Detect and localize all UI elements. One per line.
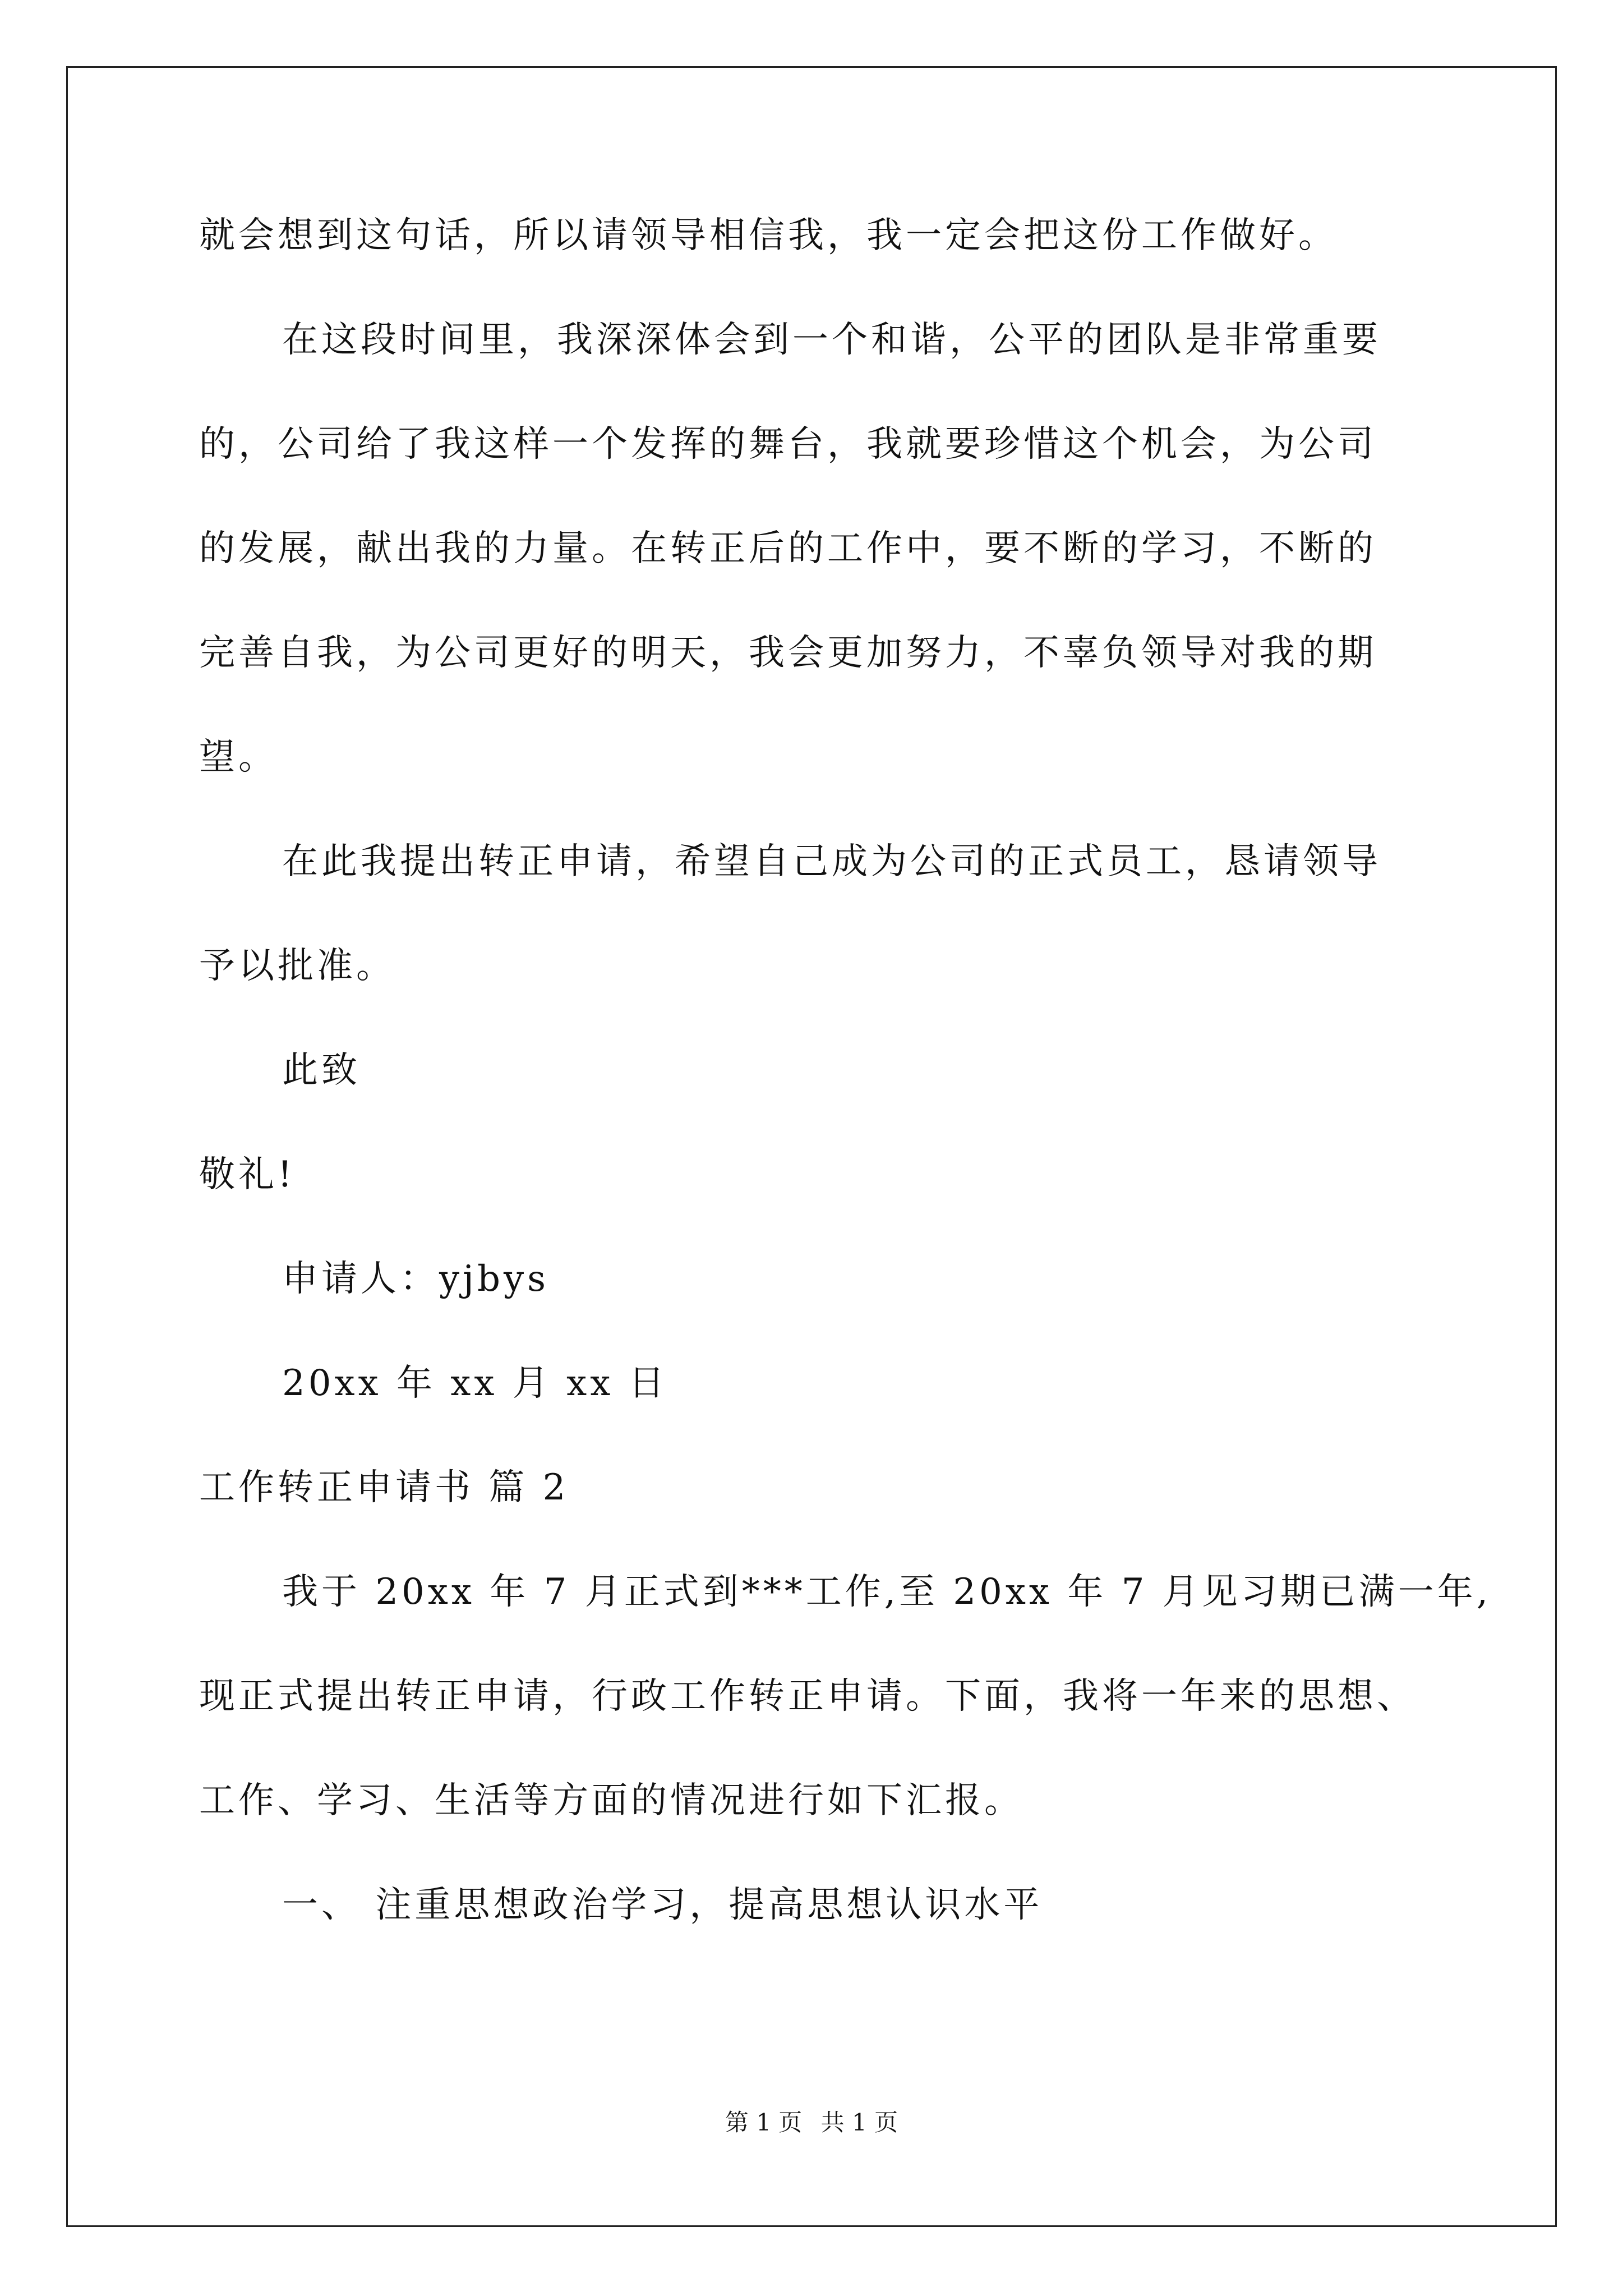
text-line-1: 就会想到这句话，所以请领导相信我，我一定会把这份工作做好。 — [199, 215, 1338, 256]
text-line-7: 在此我提出转正申请，希望自己成为公司的正式员工，恳请领导 — [282, 841, 1381, 882]
text-line-16: 工作、学习、生活等方面的情况进行如下汇报。 — [199, 1780, 1023, 1821]
subsection-heading: 一、 注重思想政治学习，提高思想认识水平 — [282, 1884, 1043, 1926]
text-line-6: 望。 — [199, 737, 278, 778]
applicant-name: 申请人：yjbys — [282, 1258, 549, 1300]
text-line-8: 予以批准。 — [199, 945, 395, 987]
text-line-5: 完善自我，为公司更好的明天，我会更加努力，不辜负领导对我的期 — [199, 632, 1377, 674]
closing-respect: 敬礼! — [199, 1154, 296, 1195]
text-line-15: 现正式提出转正申请，行政工作转正申请。下面，我将一年来的思想、 — [199, 1676, 1416, 1717]
text-line-4: 的发展，献出我的力量。在转正后的工作中，要不断的学习，不断的 — [199, 528, 1377, 569]
section-heading: 工作转正申请书 篇 2 — [199, 1467, 569, 1508]
text-line-3: 的，公司给了我这样一个发挥的舞台，我就要珍惜这个机会，为公司 — [199, 424, 1377, 465]
application-date: 20xx 年 xx 月 xx 日 — [282, 1363, 668, 1404]
total-pages: 共 1 页 — [820, 2109, 898, 2136]
text-line-14: 我于 20xx 年 7 月正式到***工作,至 20xx 年 7 月见习期已满一年, — [282, 1571, 1492, 1613]
closing-salutation: 此致 — [282, 1050, 361, 1091]
page-number: 第 1 页 — [725, 2109, 803, 2136]
page-footer — [0, 2111, 1623, 2134]
text-line-2: 在这段时间里，我深深体会到一个和谐，公平的团队是非常重要 — [282, 319, 1381, 361]
